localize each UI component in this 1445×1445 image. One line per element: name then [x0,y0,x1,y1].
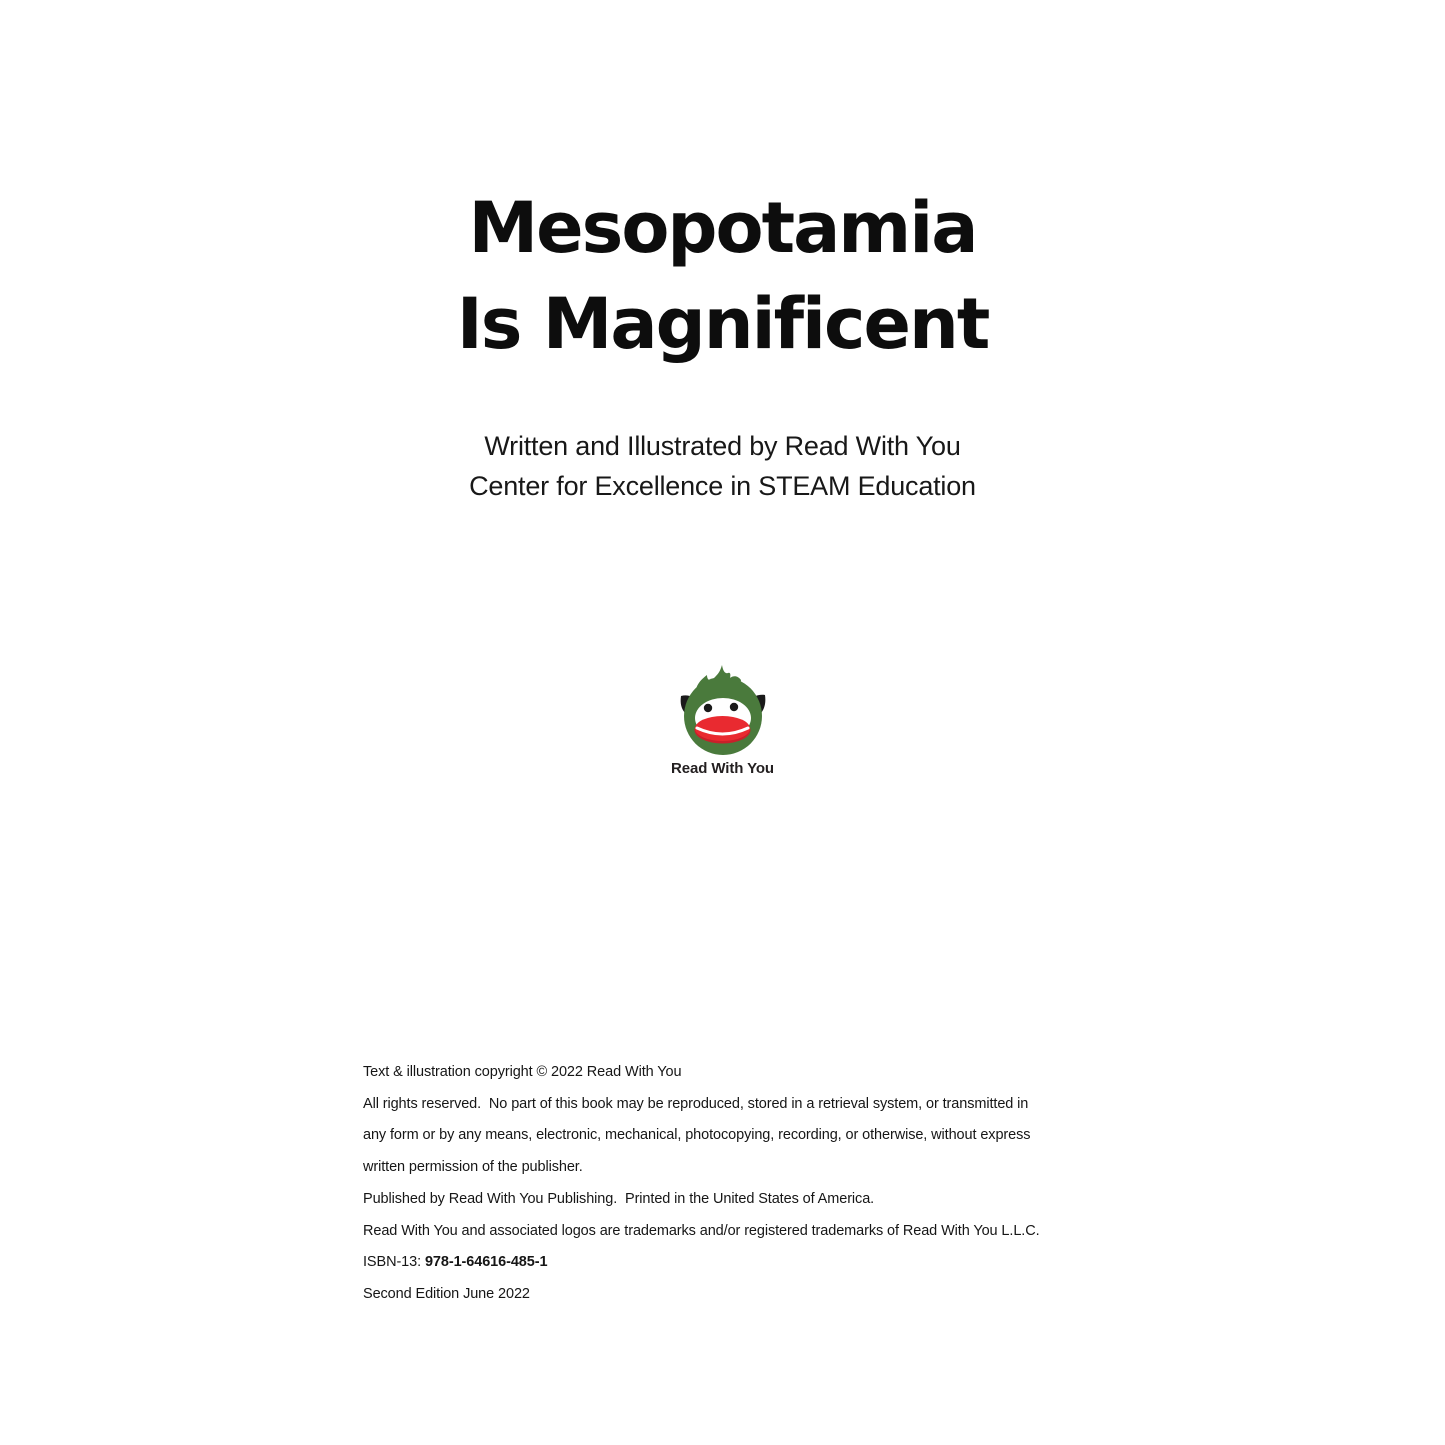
logo-upper-lip-shape [695,716,750,741]
isbn-value: 978-1-64616-485-1 [424,1254,548,1271]
publisher-logo-wordmark: Read With You [670,760,774,777]
byline [0,426,1445,506]
copyright-line-published: Published by Read With You Publishing. Printed in the United States of America. [363,1190,875,1207]
logo-right-eye [729,703,737,711]
isbn-line [363,1247,1040,1279]
copyright-line-rights-2: any form or by any means, electronic, mechanical, photocopying, recording, or otherwise, without express [363,1127,1031,1144]
byline-author: Written and Illustrated by Read With You [484,431,961,461]
book-title-line1: Mesopotamia [468,187,977,269]
book-title-line2: Is Magnificent [456,283,989,365]
copyright-line-rights-3: written permission of the publisher. [363,1159,583,1176]
copyright-line-notice: Text & illustration copyright © 2022 Read With You [363,1064,682,1080]
copyright-line-rights-1: All rights reserved. No part of this book may be reproduced, stored in a retrieval system, or transmitted in [363,1095,1029,1112]
edition-line: Second Edition June 2022 [363,1285,530,1302]
book-title [0,180,1445,372]
copyright-block [363,1057,1040,1311]
isbn-label: ISBN-13: [363,1254,425,1271]
read-with-you-monkey-icon [673,659,773,759]
copyright-line-trademark: Read With You and associated logos are trademarks and/or registered trademarks of Read With You L.L.C. [363,1222,1040,1239]
logo-left-eye [703,704,711,712]
publisher-logo [0,659,1445,777]
byline-organization: Center for Excellence in STEAM Education [469,471,976,501]
